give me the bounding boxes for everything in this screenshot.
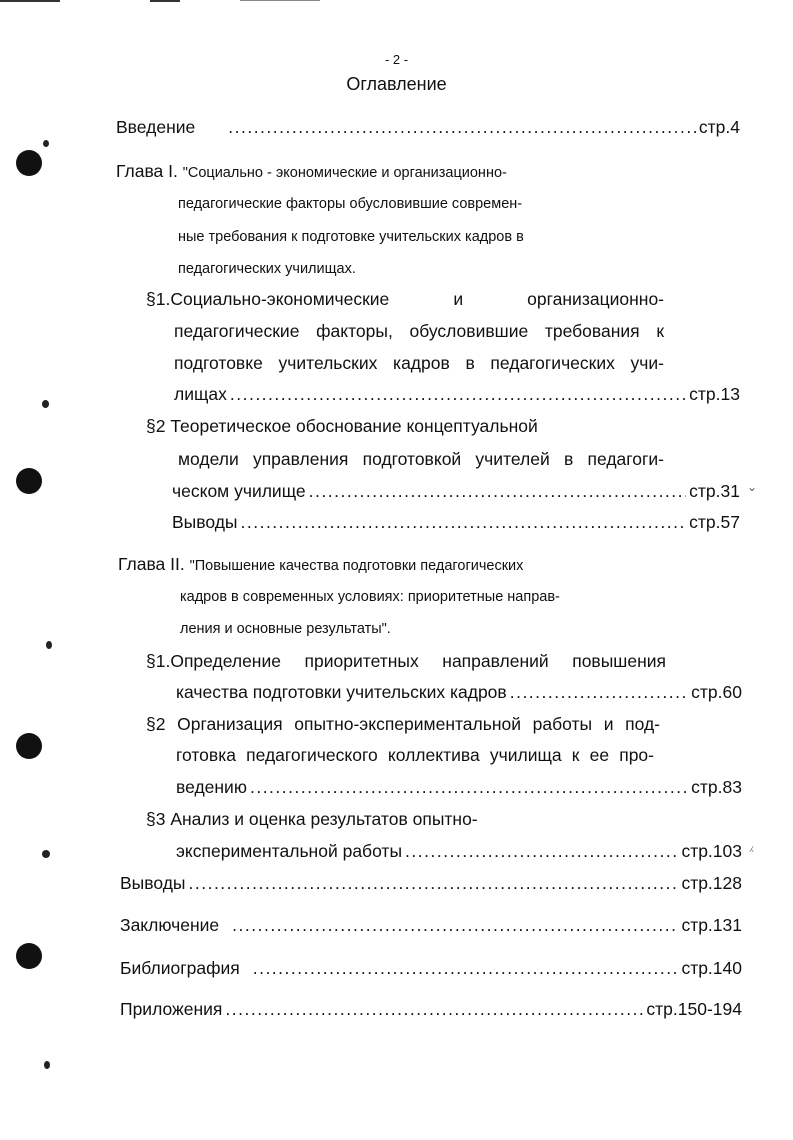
chapter-1-title-line: педагогические факторы обусловившие современ- — [178, 196, 523, 212]
section-1-1-line: §1.Социально-экономические и организационно- — [146, 289, 664, 309]
scan-speck — [42, 400, 49, 408]
toc-leader-dots — [241, 511, 687, 533]
toc-leader-dots — [189, 872, 679, 894]
toc-entry-label: Выводы — [172, 512, 238, 532]
toc-entry-page: стр.31 — [689, 481, 740, 501]
toc-entry-label: ведению — [176, 777, 247, 797]
toc-entry-page: стр.150-194 — [646, 999, 742, 1019]
toc-entry-page: стр.4 — [698, 117, 740, 137]
toc-leader-dots — [510, 681, 688, 703]
toc-entry-page: стр.57 — [689, 512, 740, 532]
toc-entry-page: стр.140 — [681, 958, 742, 978]
section-2-3-line: §3 Анализ и оценка результатов опытно- — [146, 809, 478, 829]
section-2-2-entry[interactable] — [176, 776, 742, 798]
binder-hole — [16, 468, 42, 494]
toc-entry-label: экспериментальной работы — [176, 841, 403, 861]
section-2-1-entry[interactable] — [176, 681, 742, 703]
chapter-2-title-line: ления и основные результаты". — [180, 621, 391, 637]
toc-entry-page: стр.83 — [691, 777, 742, 797]
toc-leader-dots — [228, 116, 696, 138]
toc-entry-page: стр.128 — [681, 873, 742, 893]
page-number: - 2 - — [384, 52, 409, 67]
toc-entry-label: Выводы — [120, 873, 186, 893]
toc-entry-label: лищах — [174, 384, 227, 404]
scan-edge-line — [0, 0, 60, 2]
toc-entry-bibliography[interactable] — [120, 957, 742, 979]
toc-leader-dots — [309, 480, 687, 502]
chapter-1-prefix: Глава I. — [116, 161, 183, 181]
scan-speck — [43, 140, 49, 147]
toc-entry-intro[interactable] — [116, 116, 740, 138]
chapter-2-prefix: Глава II. — [118, 554, 190, 574]
chapter-2-title-line: "Повышение качества подготовки педагогических — [189, 558, 524, 574]
section-2-3-entry[interactable] — [176, 840, 742, 862]
toc-entry-appendices[interactable] — [120, 998, 742, 1020]
binder-hole — [16, 150, 42, 176]
scan-speck — [44, 1061, 50, 1069]
chapter-1-title-line: "Социально - экономические и организационно- — [182, 165, 507, 181]
chapter-2-title-line: кадров в современных условиях: приоритетные направ- — [180, 589, 560, 605]
toc-leader-dots — [225, 998, 643, 1020]
toc-leader-dots — [405, 840, 678, 862]
toc-entry-label: Библиография — [120, 958, 240, 978]
toc-leader-dots — [253, 957, 679, 979]
toc-entry-label: Введение — [116, 117, 196, 137]
scan-edge-line — [240, 0, 320, 1]
section-2-1-line: §1.Определение приоритетных направлений повышения — [146, 651, 666, 671]
toc-entry-closing[interactable] — [120, 914, 742, 936]
toc-entry-page: стр.131 — [681, 915, 742, 935]
section-1-1-line: педагогические факторы, обусловившие требования к — [174, 321, 664, 341]
section-1-2-line: модели управления подготовкой учителей в педагоги- — [178, 449, 664, 469]
scan-edge-line — [150, 0, 180, 2]
toc-entry-label: Приложения — [120, 999, 223, 1019]
toc-entry-label: Заключение — [120, 915, 220, 935]
section-1-2-line: §2 Теоретическое обоснование концептуальной — [146, 416, 538, 436]
chapter-1-title-line: ные требования к подготовке учительских кадров в — [178, 229, 524, 245]
toc-entry-page: стр.103 — [681, 841, 742, 861]
scan-speck — [46, 641, 52, 649]
page-title: Оглавление — [346, 74, 447, 94]
toc-entry-label: качества подготовки учительских кадров — [176, 682, 507, 702]
section-1-1-entry[interactable] — [174, 383, 740, 405]
binder-hole — [16, 733, 42, 759]
chapter-1-heading[interactable] — [116, 160, 507, 184]
section-2-2-line: §2 Организация опытно-экспериментальной работы и под- — [146, 714, 660, 734]
chapter-2-heading[interactable] — [118, 553, 523, 577]
scan-speck — [42, 850, 50, 858]
section-1-1-line: подготовке учительских кадров в педагогических учи- — [174, 353, 664, 373]
toc-entry-conclusions[interactable] — [120, 872, 742, 894]
section-2-2-line: готовка педагогического коллектива училища к ее про- — [176, 745, 654, 765]
chapter-1-title-line: педагогических училищах. — [178, 261, 356, 277]
chapter-1-conclusions-entry[interactable] — [172, 511, 740, 533]
toc-leader-dots — [230, 383, 686, 405]
toc-entry-page: стр.60 — [691, 682, 742, 702]
toc-entry-label: ческом училище — [172, 481, 306, 501]
scan-mark: ⌄ — [747, 480, 758, 494]
scan-mark: ⁁ — [750, 838, 753, 852]
toc-leader-dots — [232, 914, 678, 936]
toc-entry-page: стр.13 — [689, 384, 740, 404]
section-1-2-entry[interactable] — [172, 480, 740, 502]
toc-leader-dots — [250, 776, 688, 798]
binder-hole — [16, 943, 42, 969]
